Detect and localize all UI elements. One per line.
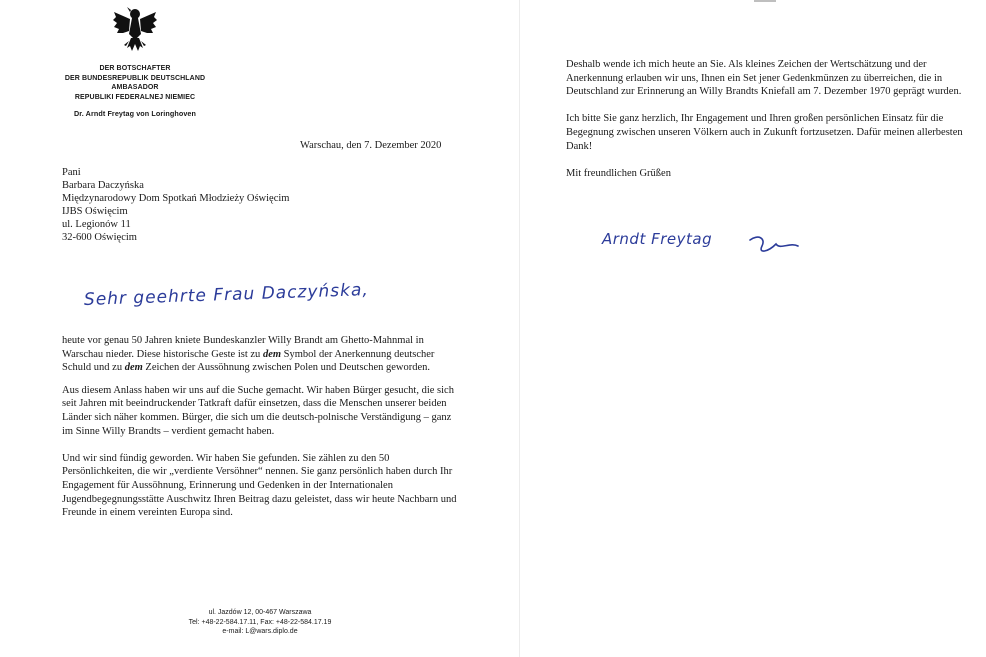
- footer-address: ul. Jazdów 12, 00-467 Warszawa: [208, 609, 312, 616]
- address-line: Pani: [62, 167, 81, 178]
- letterhead-line: DER BUNDESREPUBLIK DEUTSCHLAND: [64, 74, 206, 82]
- scan-mark: [754, 0, 776, 2]
- address-line: IJBS Oświęcim: [62, 206, 128, 217]
- signature-flourish-icon: [600, 222, 810, 272]
- paragraph: [62, 334, 462, 375]
- letterhead: [0, 64, 270, 119]
- letterhead-line: AMBASADOR: [111, 84, 159, 91]
- address-line: Międzynarodowy Dom Spotkań Młodzieży Oświęcim: [62, 193, 290, 204]
- federal-eagle-icon: [112, 4, 158, 56]
- text-run: Symbol der Anerkennung deutscher Schuld und zu: [62, 348, 435, 374]
- closing: Mit freundlichen Grüßen: [566, 167, 671, 179]
- emphasis: dem: [124, 362, 143, 374]
- letter-body-page-1: [62, 334, 462, 533]
- recipient-address: [62, 166, 289, 244]
- paragraph: Deshalb wende ich mich heute an Sie. Als kleines Zeichen der Wertschätzung und der Anerkennung erlauben wir uns, Ihnen ein Set jener Gedenkmünzen zu überreichen, die in Deutschland zur Erinnerung an Willy Brandts Kniefall am 7. Dezember 1970 geprägt wurden.: [566, 59, 962, 98]
- text-run: heute vor genau 50 Jahren kniete Bundeskanzler Willy Brandt am Ghetto-Mahnmal in Warschau nieder. Diese historische Geste ist zu: [62, 335, 424, 360]
- address-line: Barbara Daczyńska: [62, 180, 144, 191]
- letterhead-line: REPUBLIKI FEDERALNEJ NIEMIEC: [74, 93, 196, 101]
- paragraph: Aus diesem Anlass haben wir uns auf die Suche gemacht. Wir haben Bürger gesucht, die sich seit Jahren mit beeindruckender Tatkraft dafür einsetzen, dass die Menschen unserer beiden Länder sich näher kommen. Bürger, die sich um die deutsch-polnische Verständigung – ganz im Sinne Willy Brandts – verdient gemacht haben.: [62, 384, 454, 437]
- signature-text: Arndt Freytag: [602, 230, 713, 248]
- text-run: Zeichen der Aussöhnung zwischen Polen und Deutschen geworden.: [142, 362, 431, 374]
- paragraph: Und wir sind fündig geworden. Wir haben Sie gefunden. Sie zählen zu den 50 Persönlichkeiten, die wir „verdiente Versöhner“ nennen. Sie ganz persönlich haben durch Ihr Engagement für Aussöhnung, Erinnerung und Gedenken in der Internationalen Jugendbegegnungsstätte Auschwitz Ihren Beitrag dazu geleistet, dass wir heute Nachbarn und Freunde in einem vereinten Europa sind.: [62, 452, 457, 519]
- address-line: ul. Legionów 11: [62, 219, 131, 230]
- address-line: 32-600 Oświęcim: [62, 232, 137, 243]
- footer-phone: Tel: +48-22-584.17.11, Fax: +48-22-584.17.19: [188, 618, 332, 626]
- letter-date: Warschau, den 7. Dezember 2020: [300, 140, 442, 151]
- handwritten-salutation: Sehr geehrte Frau Daczyńska,: [83, 280, 370, 310]
- handwritten-signature: [600, 222, 810, 272]
- footer-email: e-mail: L@wars.diplo.de: [222, 628, 298, 635]
- letter-body-page-2: [566, 58, 966, 194]
- emphasis: dem: [262, 348, 282, 360]
- paragraph: Ich bitte Sie ganz herzlich, Ihr Engagement und Ihren großen persönlichen Einsatz für die Begegnung zwischen unseren Völkern auch in Zukunft fortzusetzen. Dafür meinen allerbesten Dank!: [566, 113, 963, 152]
- embassy-footer: [150, 608, 370, 637]
- ambassador-name: Dr. Arndt Freytag von Loringhoven: [73, 109, 197, 118]
- letterhead-line: DER BOTSCHAFTER: [99, 65, 171, 72]
